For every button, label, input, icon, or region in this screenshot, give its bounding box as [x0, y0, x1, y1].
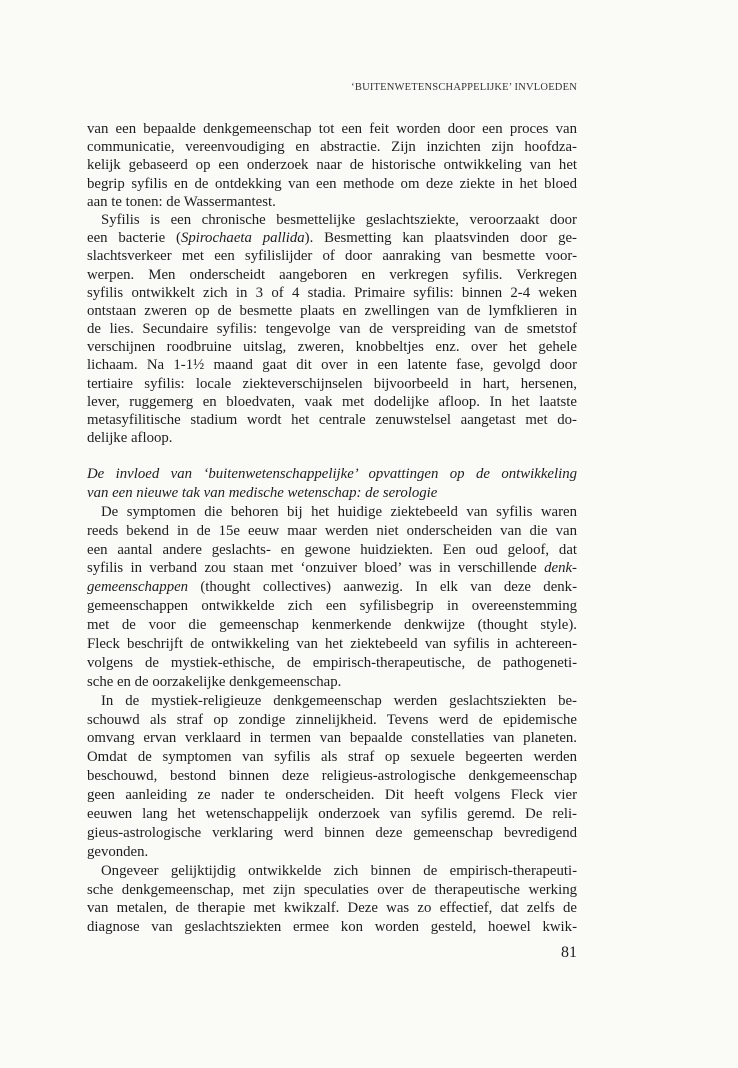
text-line: eeuwen lang het wetenschappelijk onderzoek van syfilis geremd. De reli-: [87, 806, 577, 823]
text-line: tertiaire syfilis: locale ziekteverschijnselen bijvoorbeeld in hart, hersenen,: [87, 375, 577, 392]
text-line: werpen. Men onderscheidt aangeboren en verkregen syfilis. Verkregen: [87, 266, 577, 283]
italic-text: denk-: [544, 560, 577, 577]
paragraph: [87, 503, 577, 692]
text-line: gieus-astrologische verklaring werd binnen deze gemeenschap bevredigend: [87, 824, 577, 841]
text-line: delijke afloop.: [87, 430, 173, 447]
section-heading: [87, 465, 577, 503]
italic-text: Spirochaeta pallida: [180, 230, 305, 247]
section-intro: [87, 120, 577, 447]
text-line: met de voor die gemeenschap kenmerkende denkwijze (thought style).: [87, 617, 577, 634]
text-line: metasyfilitische stadium wordt het centrale zenuwstelsel aangetast met do-: [87, 412, 577, 428]
running-head: ‘BUITENWETENSCHAPPELIJKE’ INVLOEDEN: [351, 82, 577, 93]
text-line: lever, ruggemerg en bloedvaten, vaak met dodelijke afloop. In het laatste: [87, 393, 577, 410]
section-serologie: [87, 465, 577, 937]
paragraph: [87, 862, 577, 938]
text-line: sche denkgemeenschap, met zijn speculaties over de therapeutische werking: [87, 881, 577, 898]
paragraph: [87, 211, 577, 447]
text-line: De invloed van ‘buitenwetenschappelijke’ opvattingen op de ontwikkeling: [87, 466, 577, 482]
text-line: beschouwd, bestond binnen deze religieus-astrologische denkgemeenschap: [87, 768, 577, 785]
text-line: van metalen, de therapie met kwikzalf. Deze was zo effectief, dat zelfs de: [87, 900, 577, 917]
text-line: syfilis ontwikkelt zich in 3 of 4 stadia. Primaire syfilis: binnen 2-4 weken: [87, 284, 577, 301]
text-line: Omdat de symptomen van syfilis als straf op sexuele begeerten werden: [87, 749, 577, 766]
text-line: diagnose van geslachtsziekten ermee kon worden gesteld, hoewel kwik-: [87, 919, 577, 936]
text-line: kelijk gebaseerd op een onderzoek naar de historische ontwikkeling van het: [87, 157, 577, 174]
text-line: geen aanleiding ze nader te onderscheiden. Dit heeft volgens Fleck vier: [87, 787, 577, 804]
text-line: Ongeveer gelijktijdig ontwikkelde zich binnen de empirisch-therapeuti-: [101, 862, 577, 879]
text-line: een aantal andere geslachts- en gewone huidziekten. Een oud geloof, dat: [87, 541, 577, 558]
paragraph: [87, 120, 577, 211]
text-line: sche en de oorzakelijke denkgemeenschap.: [87, 673, 342, 690]
text-line: gevonden.: [87, 843, 149, 860]
text-line: Fleck beschrijft de ontwikkeling van het ziektebeeld van syfilis in achtereen-: [87, 636, 577, 653]
text-line: omvang ervan verklaard in termen van bepaalde constellaties van planeten.: [87, 730, 577, 747]
text-line: van een nieuwe tak van medische wetenschap: de serologie: [87, 484, 438, 501]
paragraph: [87, 692, 577, 862]
text-line: begrip syfilis en de ontdekking van een methode om deze ziekte in het bloed: [87, 175, 577, 192]
text-line: [87, 559, 577, 578]
text-line: communicatie, vereenvoudiging en abstractie. Zijn inzichten zijn hoofdza-: [87, 139, 577, 156]
page-number: 81: [561, 944, 577, 961]
text-line: aan te tonen: de Wassermantest.: [87, 193, 276, 210]
text-line: gemeenschappen ontwikkelde zich een syfilisbegrip in overeenstemming: [87, 598, 577, 615]
text-line: de lies. Secundaire syfilis: tengevolge van de verspreiding van de smetstof: [87, 321, 577, 338]
text-line: volgens de mystiek-ethische, de empirisch-therapeutische, de pathogeneti-: [87, 654, 577, 671]
text-line: De symptomen die behoren bij het huidige ziektebeeld van syfilis waren: [101, 503, 577, 520]
text-line: verschijnen roodbruine uitslag, zweren, knobbeltjes enz. over het gehele: [87, 339, 577, 356]
text-span: syfilis in verband zou staan met ‘onzuiver bloed’ was in verschillende: [87, 560, 545, 577]
text-line: slachtsverkeer met een syfilislijder of door aanraking van besmette voor-: [87, 248, 577, 265]
text-line: [87, 229, 577, 247]
text-line: In de mystiek-religieuze denkgemeenschap werden geslachtsziekten be-: [101, 692, 577, 709]
text-span: een bacterie (: [87, 230, 181, 247]
text-line: schouwd als straf op zondige zinnelijkheid. Tevens werd de epidemische: [87, 711, 577, 728]
text-line: Syfilis is een chronische besmettelijke geslachtsziekte, veroorzaakt door: [101, 211, 577, 228]
italic-text: gemeenschappen: [87, 579, 189, 596]
text-span: ). Besmetting kan plaatsvinden door ge-: [304, 230, 577, 247]
text-line: [87, 578, 577, 597]
text-line: van een bepaalde denkgemeenschap tot een feit worden door een proces van: [87, 121, 577, 137]
text-line: lichaam. Na 1-1½ maand gaat dit over in een latente fase, gevolgd door: [87, 357, 577, 374]
text-line: reeds bekend in de 15e eeuw maar werden niet onderscheiden van die van: [87, 522, 577, 539]
text-span: (thought collectives) aanwezig. In elk van deze denk-: [188, 579, 577, 596]
text-line: ontstaan zweren op de besmette plaats en zwellingen van de lymfklieren in: [87, 302, 577, 319]
